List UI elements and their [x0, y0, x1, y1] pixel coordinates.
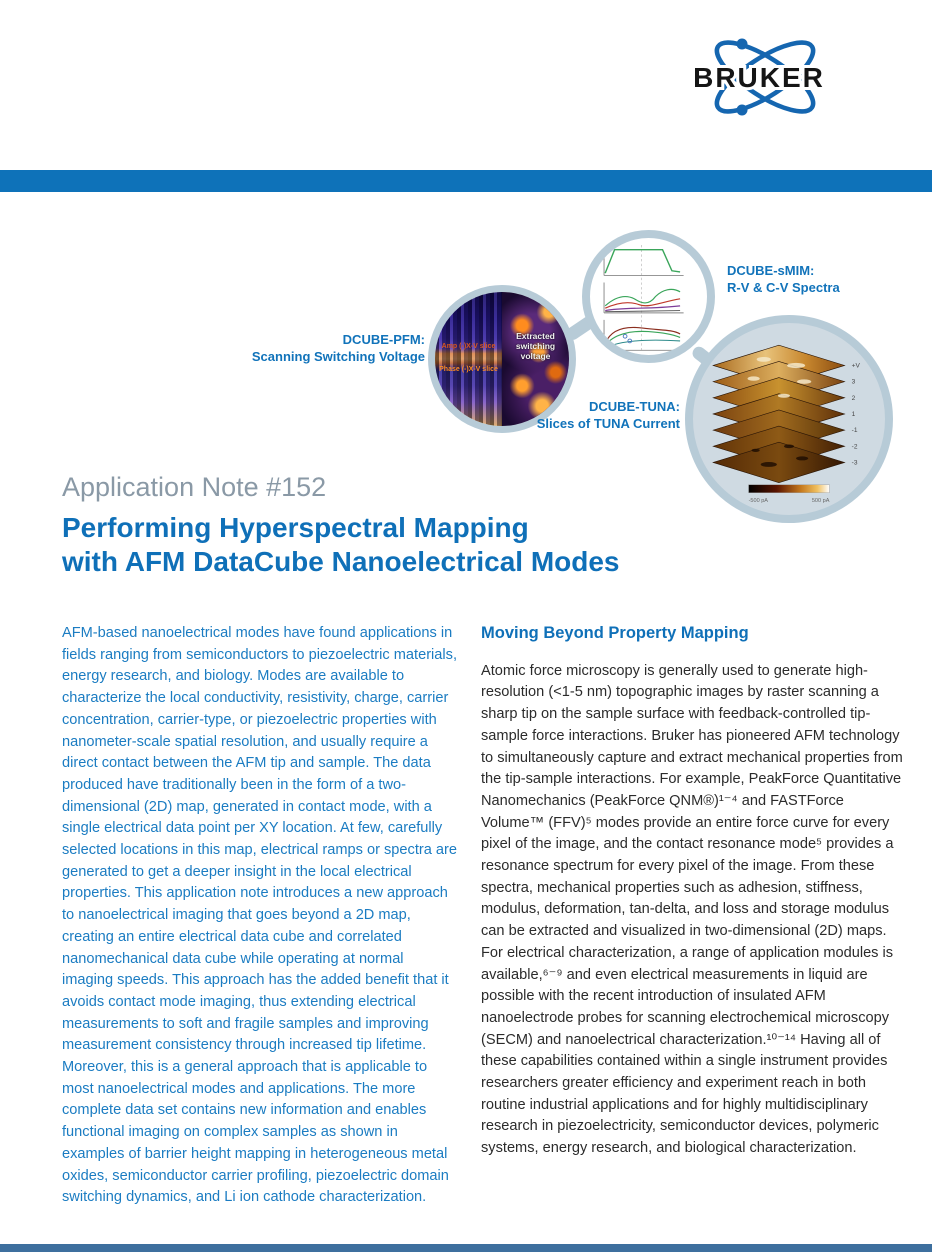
tuna-scale-max: 500 pA — [811, 497, 830, 504]
pfm-extracted-label: Extracted switching voltage — [515, 331, 556, 361]
tuna-slice-stack — [693, 323, 885, 515]
tuna-slice-label: 1 — [851, 410, 856, 418]
footer-accent-band — [0, 1244, 932, 1252]
title-block — [62, 472, 620, 579]
page-title-line1: Performing Hyperspectral Mapping — [62, 512, 529, 543]
logo-orbit-dot-top — [737, 39, 748, 50]
page-title-line2: with AFM DataCube Nanoelectrical Modes — [62, 546, 620, 577]
smim-label-line2: R-V & C-V Spectra — [727, 280, 840, 295]
tuna-label-line2: Slices of TUNA Current — [536, 416, 680, 431]
intro-column — [62, 623, 457, 1209]
tuna-slice-label: +V — [851, 362, 860, 370]
logo-orbit-dot-bottom — [737, 105, 748, 116]
pfm-label-line2: Scanning Switching Voltage — [251, 349, 425, 364]
tuna-slice-label: -3 — [851, 459, 858, 467]
intro-paragraph: AFM-based nanoelectrical modes have found applications in fields ranging from semiconductors to piezoelectric materials, energy research, and biology. Modes are available to characterize the local conductivity, resistivity, charge, carrier concentration, carrier-type, or piezoelectric properties with nanometer-scale spatial resolution, and usually require a direct contact between the AFM tip and sample. The data produced have traditionally been in the form of a two-dimensional (2D) map, generated in contact mode, with a single electrical data point per XY location. At few, carefully selected locations in this map, electrical ramps or spectra are generated to get a deeper insight in the local electrical properties. This application note introduces a new approach to nanoelectrical imaging that goes beyond a 2D map, creating an entire electrical data cube and correlated nanomechanical data cube while operating at normal imaging speeds. This approach has the added benefit that it avoids contact mode imaging, thus extending electrical measurements to soft and fragile samples and improving measurement consistency through increased tip lifetime. Moreover, this is a general approach that is applicable to most nanoelectrical modes and applications. The more complete data set contains new information and enables functional imaging on complex samples as shown in examples of barrier height mapping in heterogeneous metal oxides, semiconductor carrier profiling, piezoelectric domain switching dynamics, and Li ion cathode characterization. — [62, 625, 458, 1206]
tuna-slice-label: -2 — [851, 443, 858, 451]
pfm-label — [240, 331, 425, 365]
tuna-slice-label: 3 — [851, 378, 856, 386]
pfm-label-line1: DCUBE-PFM: — [342, 332, 425, 347]
tuna-label — [490, 398, 680, 432]
tuna-color-scale — [749, 485, 830, 493]
bruker-logo — [660, 34, 880, 126]
smim-spectra-plot — [590, 238, 707, 355]
smim-label-line1: DCUBE-sMIM: — [727, 263, 815, 278]
section-heading: Moving Beyond Property Mapping — [481, 624, 749, 642]
section-column — [481, 623, 905, 1160]
pfm-amp-slice-label: Amp (-)X-V slice — [441, 342, 496, 350]
tuna-circle-image — [685, 315, 893, 523]
tuna-scale-min: -500 pA — [748, 497, 769, 504]
tuna-slice-label: -1 — [851, 427, 858, 435]
logo-wordmark: BRUKER — [693, 62, 825, 93]
section-paragraph: Atomic force microscopy is generally used to generate high-resolution (<1-5 nm) topographic images by raster scanning a sharp tip on the sample surface with feedback-controlled tip-sample force interactions. Bruker has pioneered AFM technology to simultaneously capture and extract mechanical properties from the tip-sample interactions. For example, PeakForce Quantitative Nanomechanics (PeakForce QNM®)¹⁻⁴ and FASTForce Volume™ (FFV)⁵ modes provide an entire force curve for every pixel of the image, and the contact resonance mode⁵ provides a resonance spectrum for every pixel of the image. From these spectra, mechanical properties such as adhesion, stiffness, modulus, deformation, tan-delta, and loss and storage modulus can be extracted and visualized in two-dimensional (2D) maps. For electrical characterization, a range of application modules is available,⁶⁻⁹ and even electrical measurements in liquid are possible with the recent introduction of insulated AFM nanoelectrode probes for scanning electrochemical microscopy (SECM) and nanoelectrical characterization.¹⁰⁻¹⁴ Having all of these capabilities contained within a single instrument provides researchers greater efficiency and experiment reach in both routine industrial applications and for highly multidisciplinary research in piezoelectricity, semiconductor devices, polymeric systems, energy research, and biological characterization. — [481, 662, 903, 1157]
pfm-phase-slice-label: Phase (-)X-V slice — [439, 365, 498, 373]
tuna-label-line1: DCUBE-TUNA: — [589, 399, 680, 414]
tuna-slice-label: 2 — [851, 394, 856, 402]
header-accent-band — [0, 170, 932, 192]
smim-label — [727, 262, 917, 296]
application-note-number: Application Note #152 — [62, 472, 327, 502]
